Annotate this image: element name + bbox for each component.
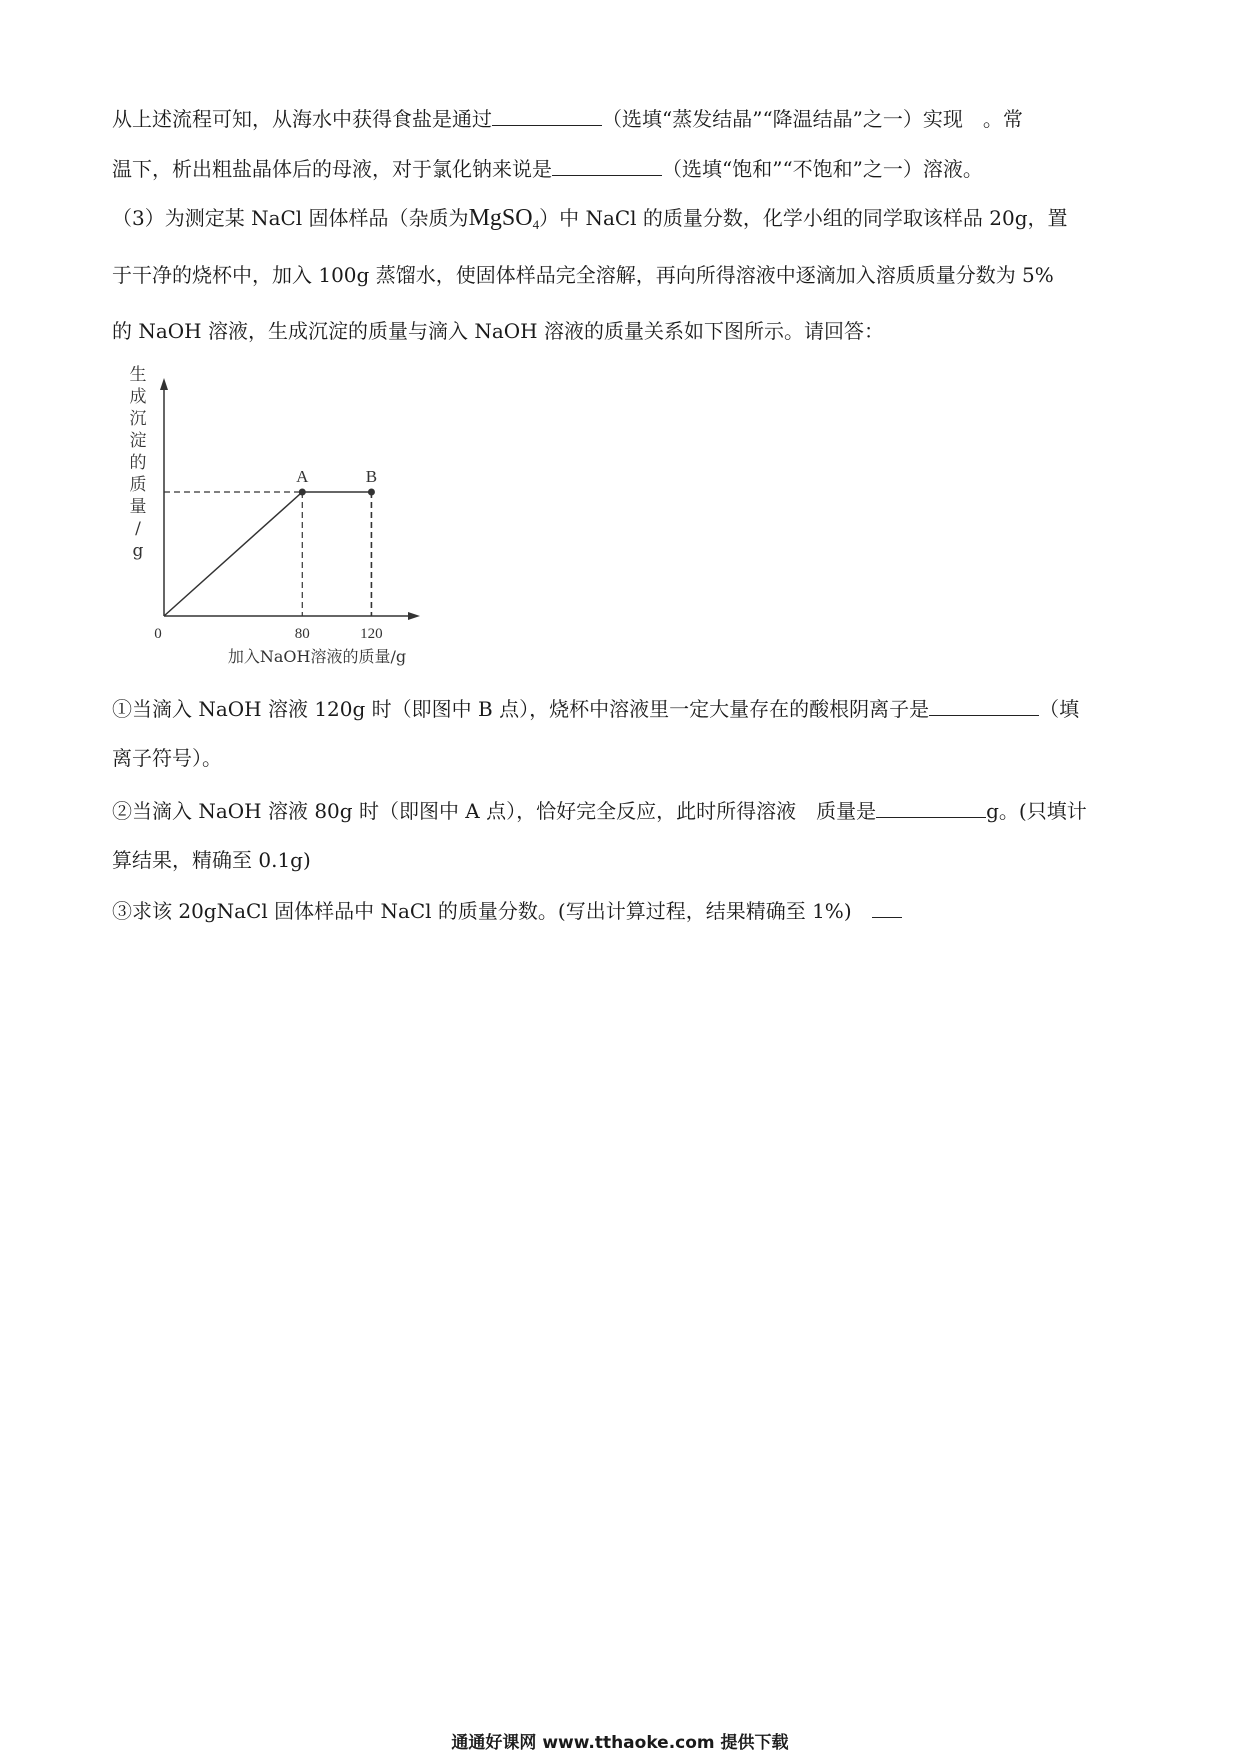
precipitate-chart [112,366,432,671]
q3-text: ③求该 20gNaCl 固体样品中 NaCl 的质量分数。(写出计算过程，结果精确至 1%) [112,899,852,923]
p2-text-b: ）中 NaCl 的质量分数，化学小组的同学取该样品 20g，置 [539,206,1068,230]
question3-line [112,895,1132,926]
y-axis-label-char: 成 [129,387,147,407]
origin-label: 0 [154,626,162,642]
answer-blank-anion[interactable] [929,693,1039,716]
paragraph2-line3: 的 NaOH 溶液，生成沉淀的质量与滴入 NaOH 溶液的质量关系如下图所示。请回答： [112,319,884,343]
y-axis-label-char: 淀 [129,431,147,451]
y-axis-label-char: 的 [129,453,147,473]
question1-line2: 离子符号）。 [112,746,222,770]
y-axis-label-char: 质 [129,475,147,495]
answer-blank-solution-mass[interactable] [876,795,986,818]
footer-watermark: 通通好课网 www.tthaoke.com 提供下载 [451,1733,789,1753]
question2-line1 [112,795,1132,826]
x-axis-label: 加入NaOH溶液的质量/g [227,647,407,666]
data-point-B [368,489,375,496]
q1-text-b: （填 [1039,697,1080,721]
y-axis-arrow [160,378,168,390]
answer-blank-crystallization[interactable] [492,103,602,126]
p1-text-d: （选填“饱和”“不饱和”之一）溶液。 [662,157,983,181]
y-axis-label-char: / [135,519,141,539]
y-axis-label-char: 生 [129,365,147,385]
paragraph2-line1 [112,203,1132,240]
paragraph1-line2 [112,153,1132,184]
chemical-formula-mgso4: MgSO$_4$ [468,205,540,232]
answer-blank-saturation[interactable] [552,153,662,176]
data-point-A [299,489,306,496]
paragraph1-line1 [112,103,1132,134]
x-axis-arrow [408,612,420,620]
chart-svg [112,366,432,671]
x-tick-label-80: 80 [294,626,310,642]
q1-text-a: ①当滴入 NaOH 溶液 120g 时（即图中 B 点），烧杯中溶液里一定大量存在的酸根阴离子是 [112,697,930,721]
question1-line1 [112,693,1132,724]
y-axis-label-char: 量 [129,497,147,517]
point-label-A: A [296,467,309,486]
y-axis-label-char: g [132,541,144,561]
answer-blank-mass-fraction[interactable] [872,895,902,918]
p2-text-a: （3）为测定某 NaCl 固体样品（杂质为 [112,206,469,230]
point-label-B: B [365,467,378,486]
p1-text-c: 温下，析出粗盐晶体后的母液，对于氯化钠来说是 [112,157,552,181]
q2-text-b: g。(只填计 [986,799,1087,823]
paragraph2-line2: 于干净的烧杯中，加入 100g 蒸馏水，使固体样品完全溶解，再向所得溶液中逐滴加入溶质质量分数为 5% [112,263,1054,287]
p1-text-a: 从上述流程可知，从海水中获得食盐是通过 [112,107,492,131]
q2-text-a: ②当滴入 NaOH 溶液 80g 时（即图中 A 点），恰好完全反应，此时所得溶液 质量是 [112,799,877,823]
p1-text-b: （选填“蒸发结晶”“降温结晶”之一）实现 。常 [602,107,1023,131]
question2-line2: 算结果，精确至 0.1g) [112,848,311,872]
y-axis-label-char: 沉 [129,409,147,429]
series-line [164,492,371,616]
x-tick-label-120: 120 [360,626,383,642]
